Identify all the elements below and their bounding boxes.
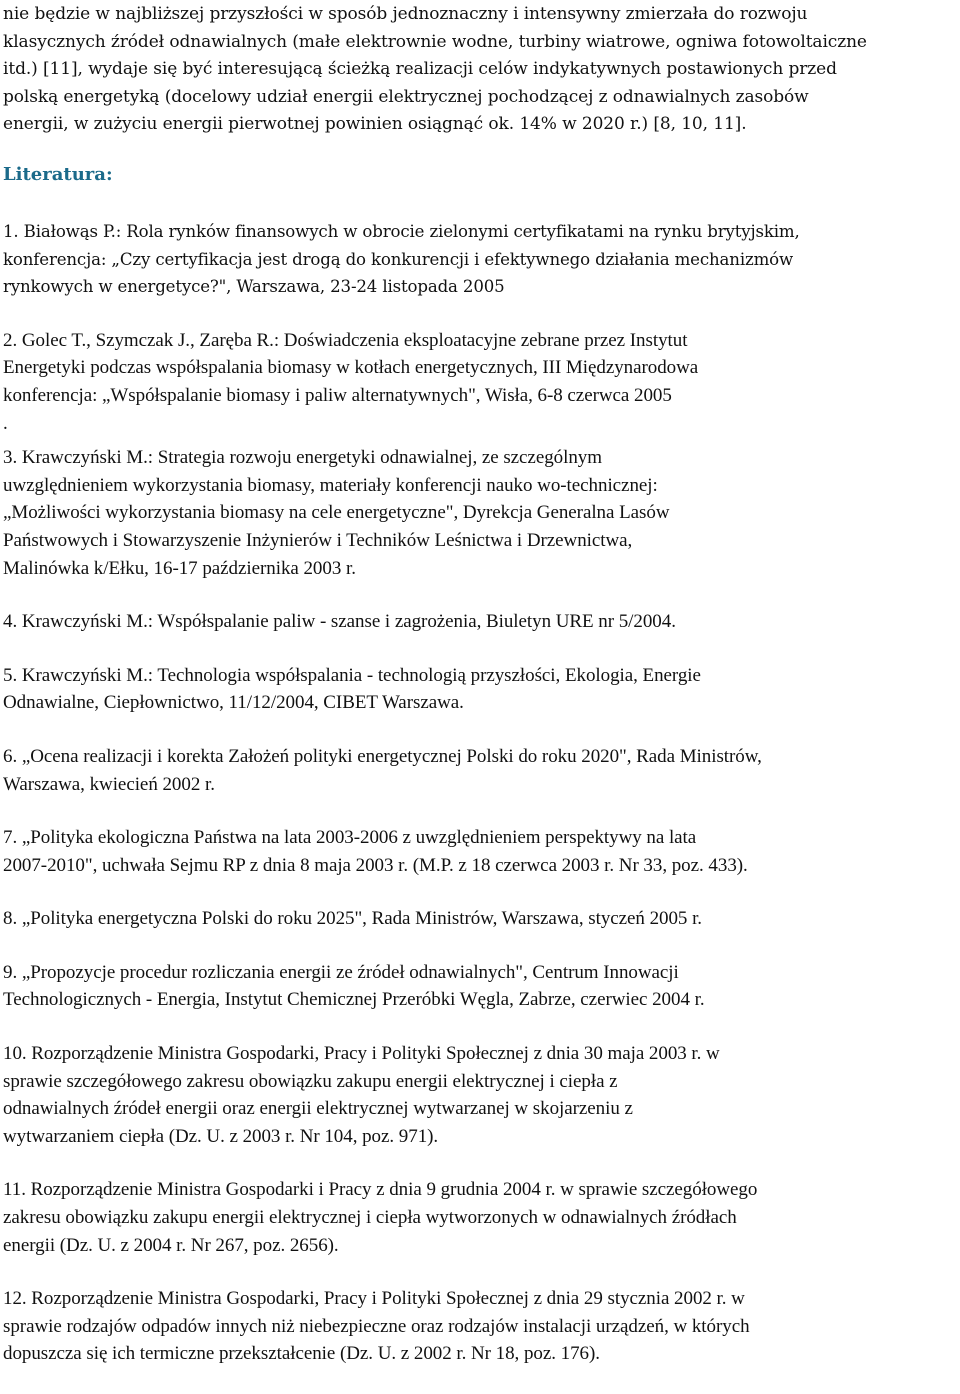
reference-item-10: 10. Rozporządzenie Ministra Gospodarki, Pracy i Polityki Społecznej z dnia 30 maja 2003 r. w sprawie szczegółowego zakresu obowiązku zakupu energii elektrycznej i ciepła z odnawialnych źródeł energii oraz energii elektrycznej wytwarzanej w skojarzeniu z wytwarzaniem ciepła (Dz. U. z 2003 r. Nr 104, poz. 971). [3,1043,720,1147]
reference-item-7: 7. „Polityka ekologiczna Państwa na lata 2003-2006 z uwzględnieniem perspektywy na lata 2007-2010", uchwała Sejmu RP z dnia 8 maja 2003 r. (M.P. z 18 czerwca 2003 r. Nr 33, poz. 433). [3,827,748,876]
reference-item-3: 3. Krawczyński M.: Strategia rozwoju energetyki odnawialnej, ze szczególnym uwzględnieniem wykorzystania biomasy, materiały konferencji nauko wo-technicznej: „Możliwości wykorzystania biomasy na cele energetyczne", Dyrekcja Generalna Lasów Państwowych i Stowarzyszenie Inżynierów i Techników Leśnictwa i Drzewnictwa, Malinówka k/Ełku, 16-17 października 2003 r. [3,447,670,579]
reference-item-8: 8. „Polityka energetyczna Polski do roku 2025", Rada Ministrów, Warszawa, styczeń 2005 r. [3,908,703,930]
reference-item-4: 4. Krawczyński M.: Współspalanie paliw - szanse i zagrożenia, Biuletyn URE nr 5/2004. [3,611,676,633]
reference-item-5: 5. Krawczyński M.: Technologia współspalania - technologią przyszłości, Ekologia, Energie Odnawialne, Ciepłownictwo, 11/12/2004, CIBET Warszawa. [3,664,701,714]
reference-item-12: 12. Rozporządzenie Ministra Gospodarki, Pracy i Polityki Społecznej z dnia 29 stycznia 2002 r. w sprawie rodzajów odpadów innych niż niebezpieczne oraz rodzajów instalacji urządzeń, w których dopuszcza się ich termiczne przekształcenie (Dz. U. z 2002 r. Nr 18, poz. 176). [3,1288,750,1365]
reference-item-1: 1. Białowąs P.: Rola rynków finansowych w obrocie zielonymi certyfikatami na rynku brytyjskim, konferencja: „Czy certyfikacja jest drogą do konkurencji i efektywnego działania mechanizmów rynkowych w energetyce?", Warszawa, 23-24 listopada 2005 [3,222,800,297]
literature-heading: Literatura: [3,164,113,185]
reference-item-9: 9. „Propozycje procedur rozliczania energii ze źródeł odnawialnych", Centrum Innowacji Technologicznych - Energia, Instytut Chemicznej Przeróbki Węgla, Zabrze, czerwiec 2004 r. [3,961,705,1011]
reference-list [3,218,953,1394]
intro-paragraph: nie będzie w najbliższej przyszłości w sposób jednoznaczny i intensywny zmierzała do rozwoju klasycznych źródeł odnawialnych (małe elektrownie wodne, turbiny wiatrowe, ogniwa fotowoltaiczne itd.) [11], wydaje się być interesującą ścieżką realizacji celów indykatywnych postawionych przed polską energetyką (docelowy udział energii elektrycznej pochodzącej z odnawialnych zasobów energii, w zużyciu energii pierwotnej powinien osiągnąć ok. 14% w 2020 r.) [8, 10, 11]. [3,4,867,135]
reference-item-11: 11. Rozporządzenie Ministra Gospodarki i Pracy z dnia 9 grudnia 2004 r. w sprawie szczegółowego zakresu obowiązku zakupu energii elektrycznej i ciepła wytworzonych w odnawialnych źródłach energii (Dz. U. z 2004 r. Nr 267, poz. 2656). [3,1179,758,1256]
reference-item-2: 2. Golec T., Szymczak J., Zaręba R.: Doświadczenia eksploatacyjne zebrane przez Instytut Energetyki podczas współspalania biomasy w kotłach energetycznych, III Międzynarodowa konferencja: „Współspalanie biomasy i paliw alternatywnych", Wisła, 6-8 czerwca 2005 . [3,329,699,434]
reference-item-6: 6. „Ocena realizacji i korekta Założeń polityki energetycznej Polski do roku 2020", Rada Ministrów, Warszawa, kwiecień 2002 r. [3,745,762,795]
